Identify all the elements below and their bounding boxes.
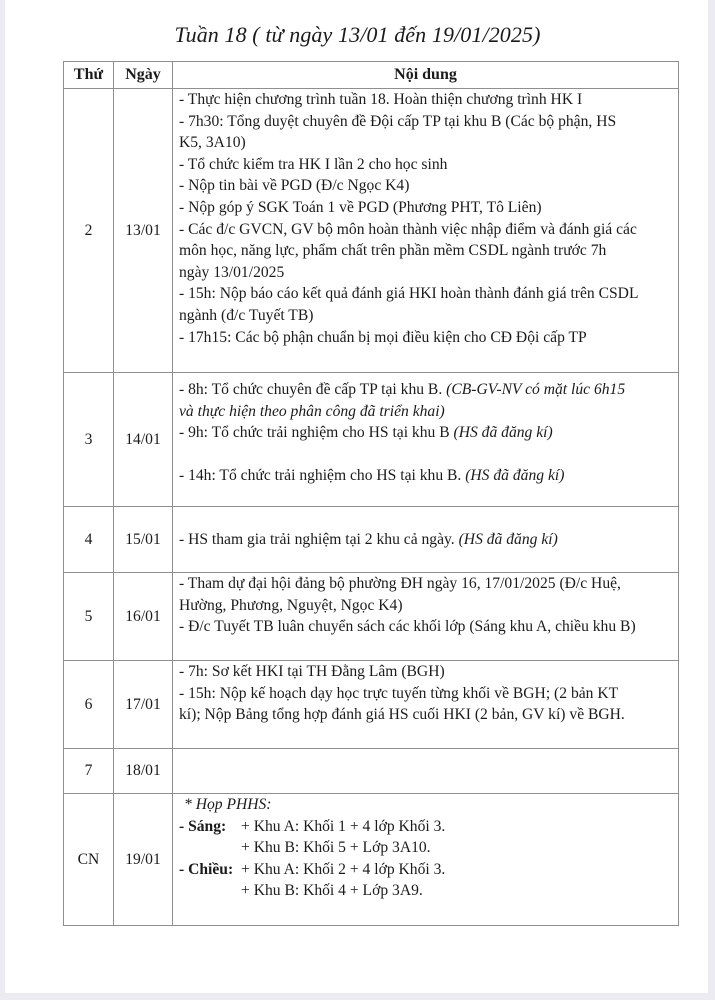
cell-content (173, 373, 679, 507)
content-line: ngày 13/01/2025 (179, 263, 285, 281)
content-line: - 15h: Nộp báo cáo kết quả đánh giá HKI hoàn thành đánh giá trên CSDL (179, 285, 639, 303)
content-line: - Nộp tin bài về PGD (Đ/c Ngọc K4) (179, 177, 410, 195)
content-text: - 9h: Tổ chức trải nghiệm cho HS tại khu B (179, 424, 454, 442)
meeting-heading: * Họp PHHS: (184, 796, 272, 813)
header-ngay: Ngày (114, 62, 173, 89)
content-line: kí); Nộp Bảng tổng hợp đánh giá HS cuối HKI (2 bản, GV kí) về BGH. (179, 706, 625, 724)
table-row (64, 373, 679, 507)
cell-thu: 7 (64, 749, 114, 794)
table-row (64, 794, 679, 926)
content-line (179, 379, 674, 401)
cell-content (173, 89, 679, 373)
cell-thu: 4 (64, 507, 114, 573)
content-line (179, 529, 674, 551)
cell-thu: 2 (64, 89, 114, 373)
cell-content (173, 573, 679, 661)
table-row (64, 89, 679, 373)
content-line: - 7h30: Tổng duyệt chuyên đề Đội cấp TP tại khu B (Các bộ phận, HS (179, 112, 617, 130)
cell-thu: 5 (64, 573, 114, 661)
content-line (179, 465, 674, 487)
content-line: - Đ/c Tuyết TB luân chuyển sách các khối lớp (Sáng khu A, chiều khu B) (179, 618, 636, 636)
content-line: - Thực hiện chương trình tuần 18. Hoàn thiện chương trình HK I (179, 91, 583, 108)
header-thu: Thứ (64, 62, 114, 89)
content-line: Hường, Phương, Nguyệt, Ngọc K4) (179, 596, 403, 614)
cell-ngay: 17/01 (114, 661, 173, 749)
content-line: - Các đ/c GVCN, GV bộ môn hoàn thành việc nhập điểm và đánh giá các (179, 220, 637, 238)
cell-thu: 6 (64, 661, 114, 749)
content-line: K5, 3A10) (179, 134, 246, 152)
cell-thu: CN (64, 794, 114, 926)
content-line: và thực hiện theo phân công đã triển khai) (179, 402, 445, 420)
content-note: (HS đã đăng kí) (458, 530, 558, 548)
content-line (179, 859, 674, 881)
blank-line (179, 444, 674, 466)
content-line: - Tổ chức kiểm tra HK I lần 2 cho học sinh (179, 155, 448, 173)
cell-ngay: 18/01 (114, 749, 173, 794)
content-text: - 14h: Tổ chức trải nghiệm cho HS tại khu B. (179, 467, 466, 485)
content-line: + Khu B: Khối 5 + Lớp 3A10. (241, 839, 431, 857)
content-line: - Tham dự đại hội đảng bộ phường ĐH ngày 16, 17/01/2025 (Đ/c Huệ, (179, 575, 621, 592)
content-line: ngành (đ/c Tuyết TB) (179, 306, 314, 324)
content-line: + Khu B: Khối 4 + Lớp 3A9. (241, 882, 423, 900)
content-text: + Khu A: Khối 2 + 4 lớp Khối 3. (241, 860, 446, 878)
table-row (64, 507, 679, 573)
schedule-table (63, 61, 679, 926)
table-row (64, 573, 679, 661)
table-header-row (64, 62, 679, 89)
cell-content (173, 794, 679, 926)
content-text: - 8h: Tổ chức chuyên đề cấp TP tại khu B. (179, 381, 447, 398)
content-line (179, 422, 674, 444)
cell-ngay: 14/01 (114, 373, 173, 507)
content-line: - Nộp góp ý SGK Toán 1 về PGD (Phương PHT, Tô Liên) (179, 198, 542, 216)
content-line (179, 816, 674, 838)
content-line: - 15h: Nộp kế hoạch dạy học trực tuyến từng khối về BGH; (2 bản KT (179, 684, 619, 702)
cell-ngay: 19/01 (114, 794, 173, 926)
cell-ngay: 16/01 (114, 573, 173, 661)
content-text: + Khu A: Khối 1 + 4 lớp Khối 3. (241, 817, 446, 835)
content-text: - HS tham gia trải nghiệm tại 2 khu cả ngày. (179, 530, 459, 548)
content-note: (HS đã đăng kí) (453, 424, 553, 442)
page-title: Tuần 18 ( từ ngày 13/01 đến 19/01/2025) (174, 22, 541, 47)
morning-label: - Sáng: (179, 817, 227, 835)
content-line: - 17h15: Các bộ phận chuẩn bị mọi điều kiện cho CĐ Đội cấp TP (179, 328, 587, 346)
cell-ngay: 13/01 (114, 89, 173, 373)
cell-thu: 3 (64, 373, 114, 507)
cell-ngay: 15/01 (114, 507, 173, 573)
content-note: (HS đã đăng kí) (465, 467, 565, 485)
cell-content (173, 661, 679, 749)
table-row (64, 661, 679, 749)
cell-content (173, 507, 679, 573)
header-noi-dung: Nội dung (173, 62, 679, 89)
content-line: - 7h: Sơ kết HKI tại TH Đằng Lâm (BGH) (179, 663, 445, 680)
cell-content-empty (173, 749, 679, 794)
content-line: môn học, năng lực, phẩm chất trên phần mềm CSDL ngành trước 7h (179, 242, 607, 260)
afternoon-label: - Chiều: (179, 860, 234, 878)
content-note: (CB-GV-NV có mặt lúc 6h15 (446, 381, 626, 398)
table-row (64, 749, 679, 794)
